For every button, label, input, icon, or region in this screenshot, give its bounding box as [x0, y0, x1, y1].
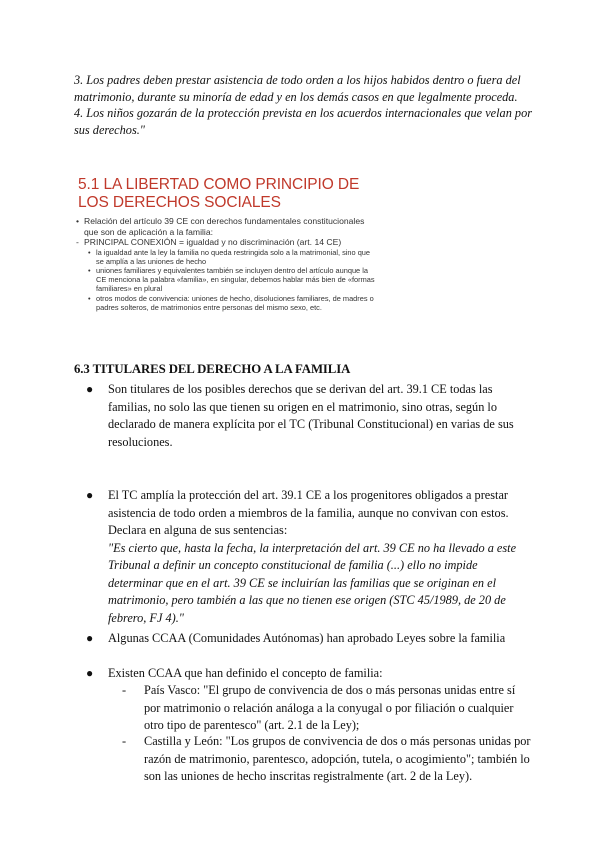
slide-bullet-1-text: Relación del artículo 39 CE con derechos fundamentales constitucionales que son de aplicación a la familia: — [84, 216, 365, 237]
bullet-glyph: • — [88, 247, 91, 257]
slide-subbullet-2 — [76, 266, 376, 294]
intro-quote-block — [74, 72, 534, 138]
slide-subbullet-3 — [76, 294, 376, 312]
intro-paragraph-3: 3. Los padres deben prestar asistencia de todo orden a los hijos habidos dentro o fuera del matrimonio, durante su minoría de edad y en los demás casos en que legalmente proceda. — [74, 73, 521, 104]
bullet-icon: ● — [86, 382, 94, 396]
list-item-text: Son titulares de los posibles derechos que se derivan del art. 39.1 CE todas las familias, no solo las que tienen su origen en el matrimonio, sino otras, según lo declarado de manera explícita por el TC (Tribunal Constitucional) en varias de sus resoluciones. — [108, 382, 514, 449]
slide-subbullet-2-text: uniones familiares y equivalentes también se incluyen dentro del artículo aunque la CE menciona la palabra «familia», en singular, debemos hablar más bien de «formas familiares» en plural — [96, 265, 375, 294]
slide-title: 5.1 LA LIBERTAD COMO PRINCIPIO DE LOS DERECHOS SOCIALES — [78, 176, 360, 211]
intro-paragraph-4: 4. Los niños gozarán de la protección prevista en los acuerdos internacionales que velan por sus derechos." — [74, 106, 533, 137]
bullet-glyph: • — [88, 293, 91, 303]
slide-subbullet-3-text: otros modos de convivencia: uniones de hecho, disoluciones familiares, de madres o padres solteros, de matrimonios entre personas del mismo sexo, etc. — [96, 293, 374, 312]
slide-subbullet-1-text: la igualdad ante la ley la familia no queda restringida solo a la matrimonial, sino que se amplía a las uniones de hecho — [96, 247, 371, 266]
list-item-text: Existen CCAA que han definido el concepto de familia: — [108, 666, 383, 680]
list-item — [86, 665, 534, 683]
embedded-slide-image — [76, 176, 376, 318]
list-item-body: El TC amplía la protección del art. 39.1 CE a los progenitores obligados a prestar asistencia de todo orden a miembros de la familia, aunque no convivan con estos. Declara en alguna de sus sentencias: — [108, 488, 509, 537]
sub-list-item-text: País Vasco: "El grupo de convivencia de dos o más personas unidas entre sí por matrimonio o relación análoga a la conyugal o por filiación o cualquier otro tipo de parentesco" (art. 2.1 de la Ley); — [144, 683, 516, 732]
sub-list-item — [122, 682, 532, 735]
list-item — [86, 487, 534, 627]
court-quote: "Es cierto que, hasta la fecha, la interpretación del art. 39 CE no ha llevado a este Tribunal a definir un concepto constitucional de familia (...) ello no impide determinar que en el art. 39 CE se incluirían las familias que se originan en el matrimonio, pero también a las que no tienen ese origen (STC 45/1989, de 20 de febrero, FJ 4)." — [108, 540, 517, 625]
list-item-text — [108, 487, 534, 627]
section-heading: 6.3 TITULARES DEL DERECHO A LA FAMILIA — [74, 362, 351, 376]
bullet-glyph: • — [88, 265, 91, 275]
slide-bullet-2-text: PRINCIPAL CONEXIÓN = igualdad y no discriminación (art. 14 CE) — [84, 237, 342, 247]
dash-glyph: - — [76, 237, 79, 247]
slide-subbullet-1 — [76, 248, 376, 266]
list-item — [86, 630, 534, 648]
list-item-text: Algunas CCAA (Comunidades Autónomas) han aprobado Leyes sobre la familia — [108, 631, 506, 645]
dash-glyph: - — [122, 734, 127, 748]
list-item — [86, 381, 534, 451]
slide-bullet-1 — [76, 216, 376, 237]
bullet-glyph: • — [76, 216, 80, 226]
bullet-icon: ● — [86, 631, 94, 645]
dash-glyph: - — [122, 683, 127, 697]
sub-list-item-text: Castilla y León: "Los grupos de convivencia de dos o más personas unidas por razón de matrimonio, parentesco, adopción, tutela, o acogimiento"; también lo son las uniones de hecho inscritas registralmente (art. 2 de la Ley). — [144, 734, 531, 783]
bullet-icon: ● — [86, 488, 94, 502]
slide-bullet-2 — [76, 237, 376, 248]
sub-list-item — [122, 733, 532, 786]
bullet-icon: ● — [86, 666, 94, 680]
